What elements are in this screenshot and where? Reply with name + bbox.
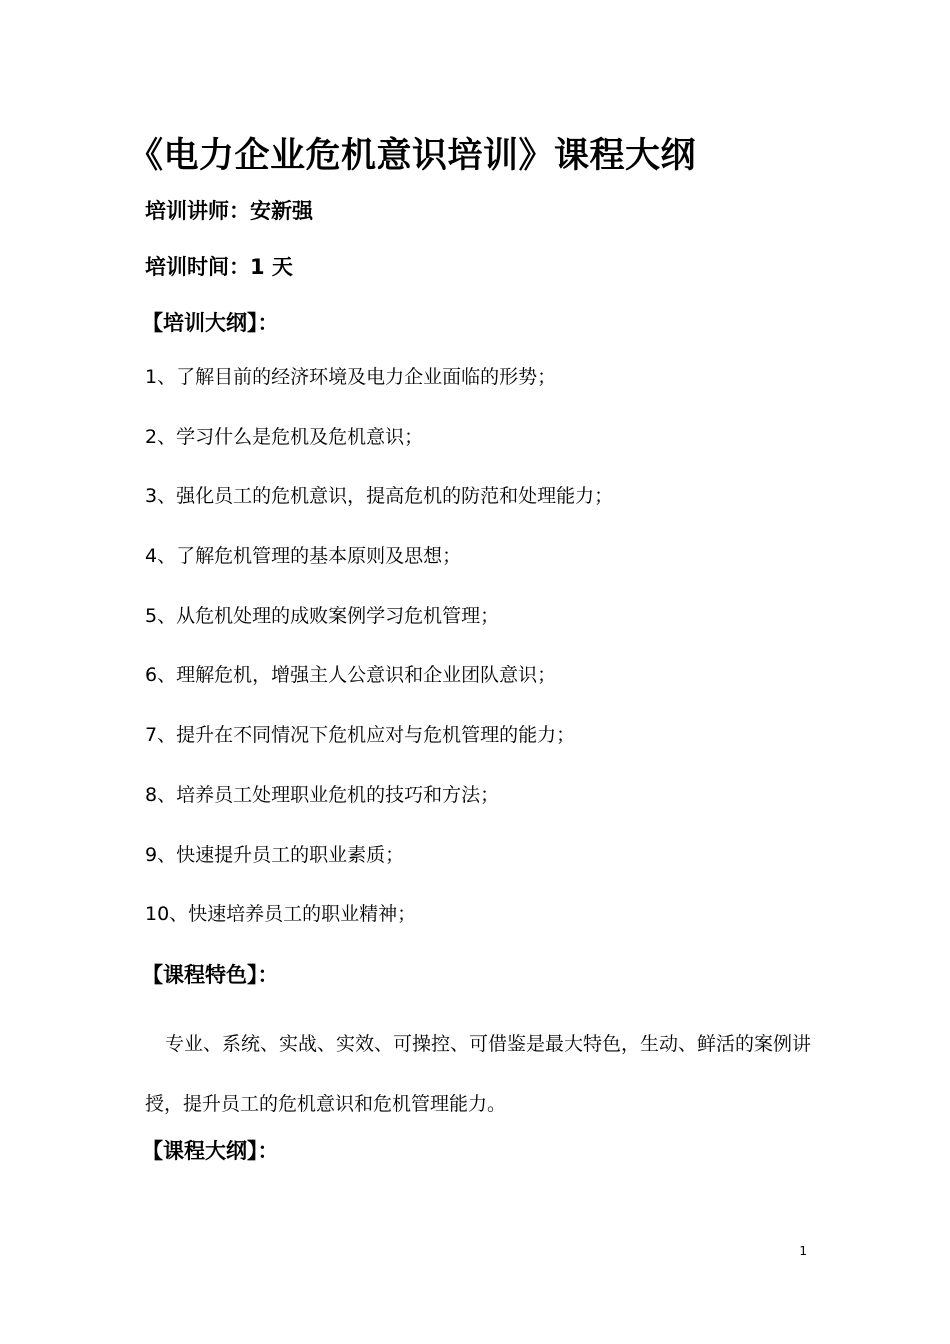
syllabus-heading: 【课程大纲】：: [142, 1139, 279, 1163]
list-item: 1、了解目前的经济环境及电力企业面临的形势；: [145, 366, 557, 388]
list-item: 8、培养员工处理职业危机的技巧和方法；: [145, 783, 500, 806]
list-item: 9、快速提升员工的职业素质；: [145, 843, 405, 866]
document-title: 《电力企业危机意识培训》课程大纲: [128, 136, 697, 176]
duration-line: 培训时间：1 天: [145, 255, 293, 279]
trainer-line: 培训讲师：安新强: [145, 199, 313, 223]
page-number: 1: [799, 1244, 807, 1258]
features-paragraph: 专业、系统、实战、实效、可操控、可借鉴是最大特色，生动、鲜活的案例讲授，提升员工的危机意识和危机管理能力。: [145, 1033, 812, 1115]
list-item: 5、从危机处理的成败案例学习危机管理；: [145, 604, 500, 627]
list-item: 7、提升在不同情况下危机应对与危机管理的能力；: [145, 724, 576, 747]
outline-heading: 【培训大纲】：: [142, 311, 279, 335]
outline-list: [145, 362, 613, 959]
list-item: 6、理解危机，增强主人公意识和企业团队意识；: [145, 664, 557, 687]
list-item: 10、快速培养员工的职业精神；: [145, 903, 417, 926]
features-heading: 【课程特色】：: [142, 963, 279, 987]
list-item: 3、强化员工的危机意识，提高危机的防范和处理能力；: [145, 485, 614, 508]
list-item: 2、学习什么是危机及危机意识；: [145, 425, 424, 448]
list-item: 4、了解危机管理的基本原则及思想；: [145, 545, 462, 568]
